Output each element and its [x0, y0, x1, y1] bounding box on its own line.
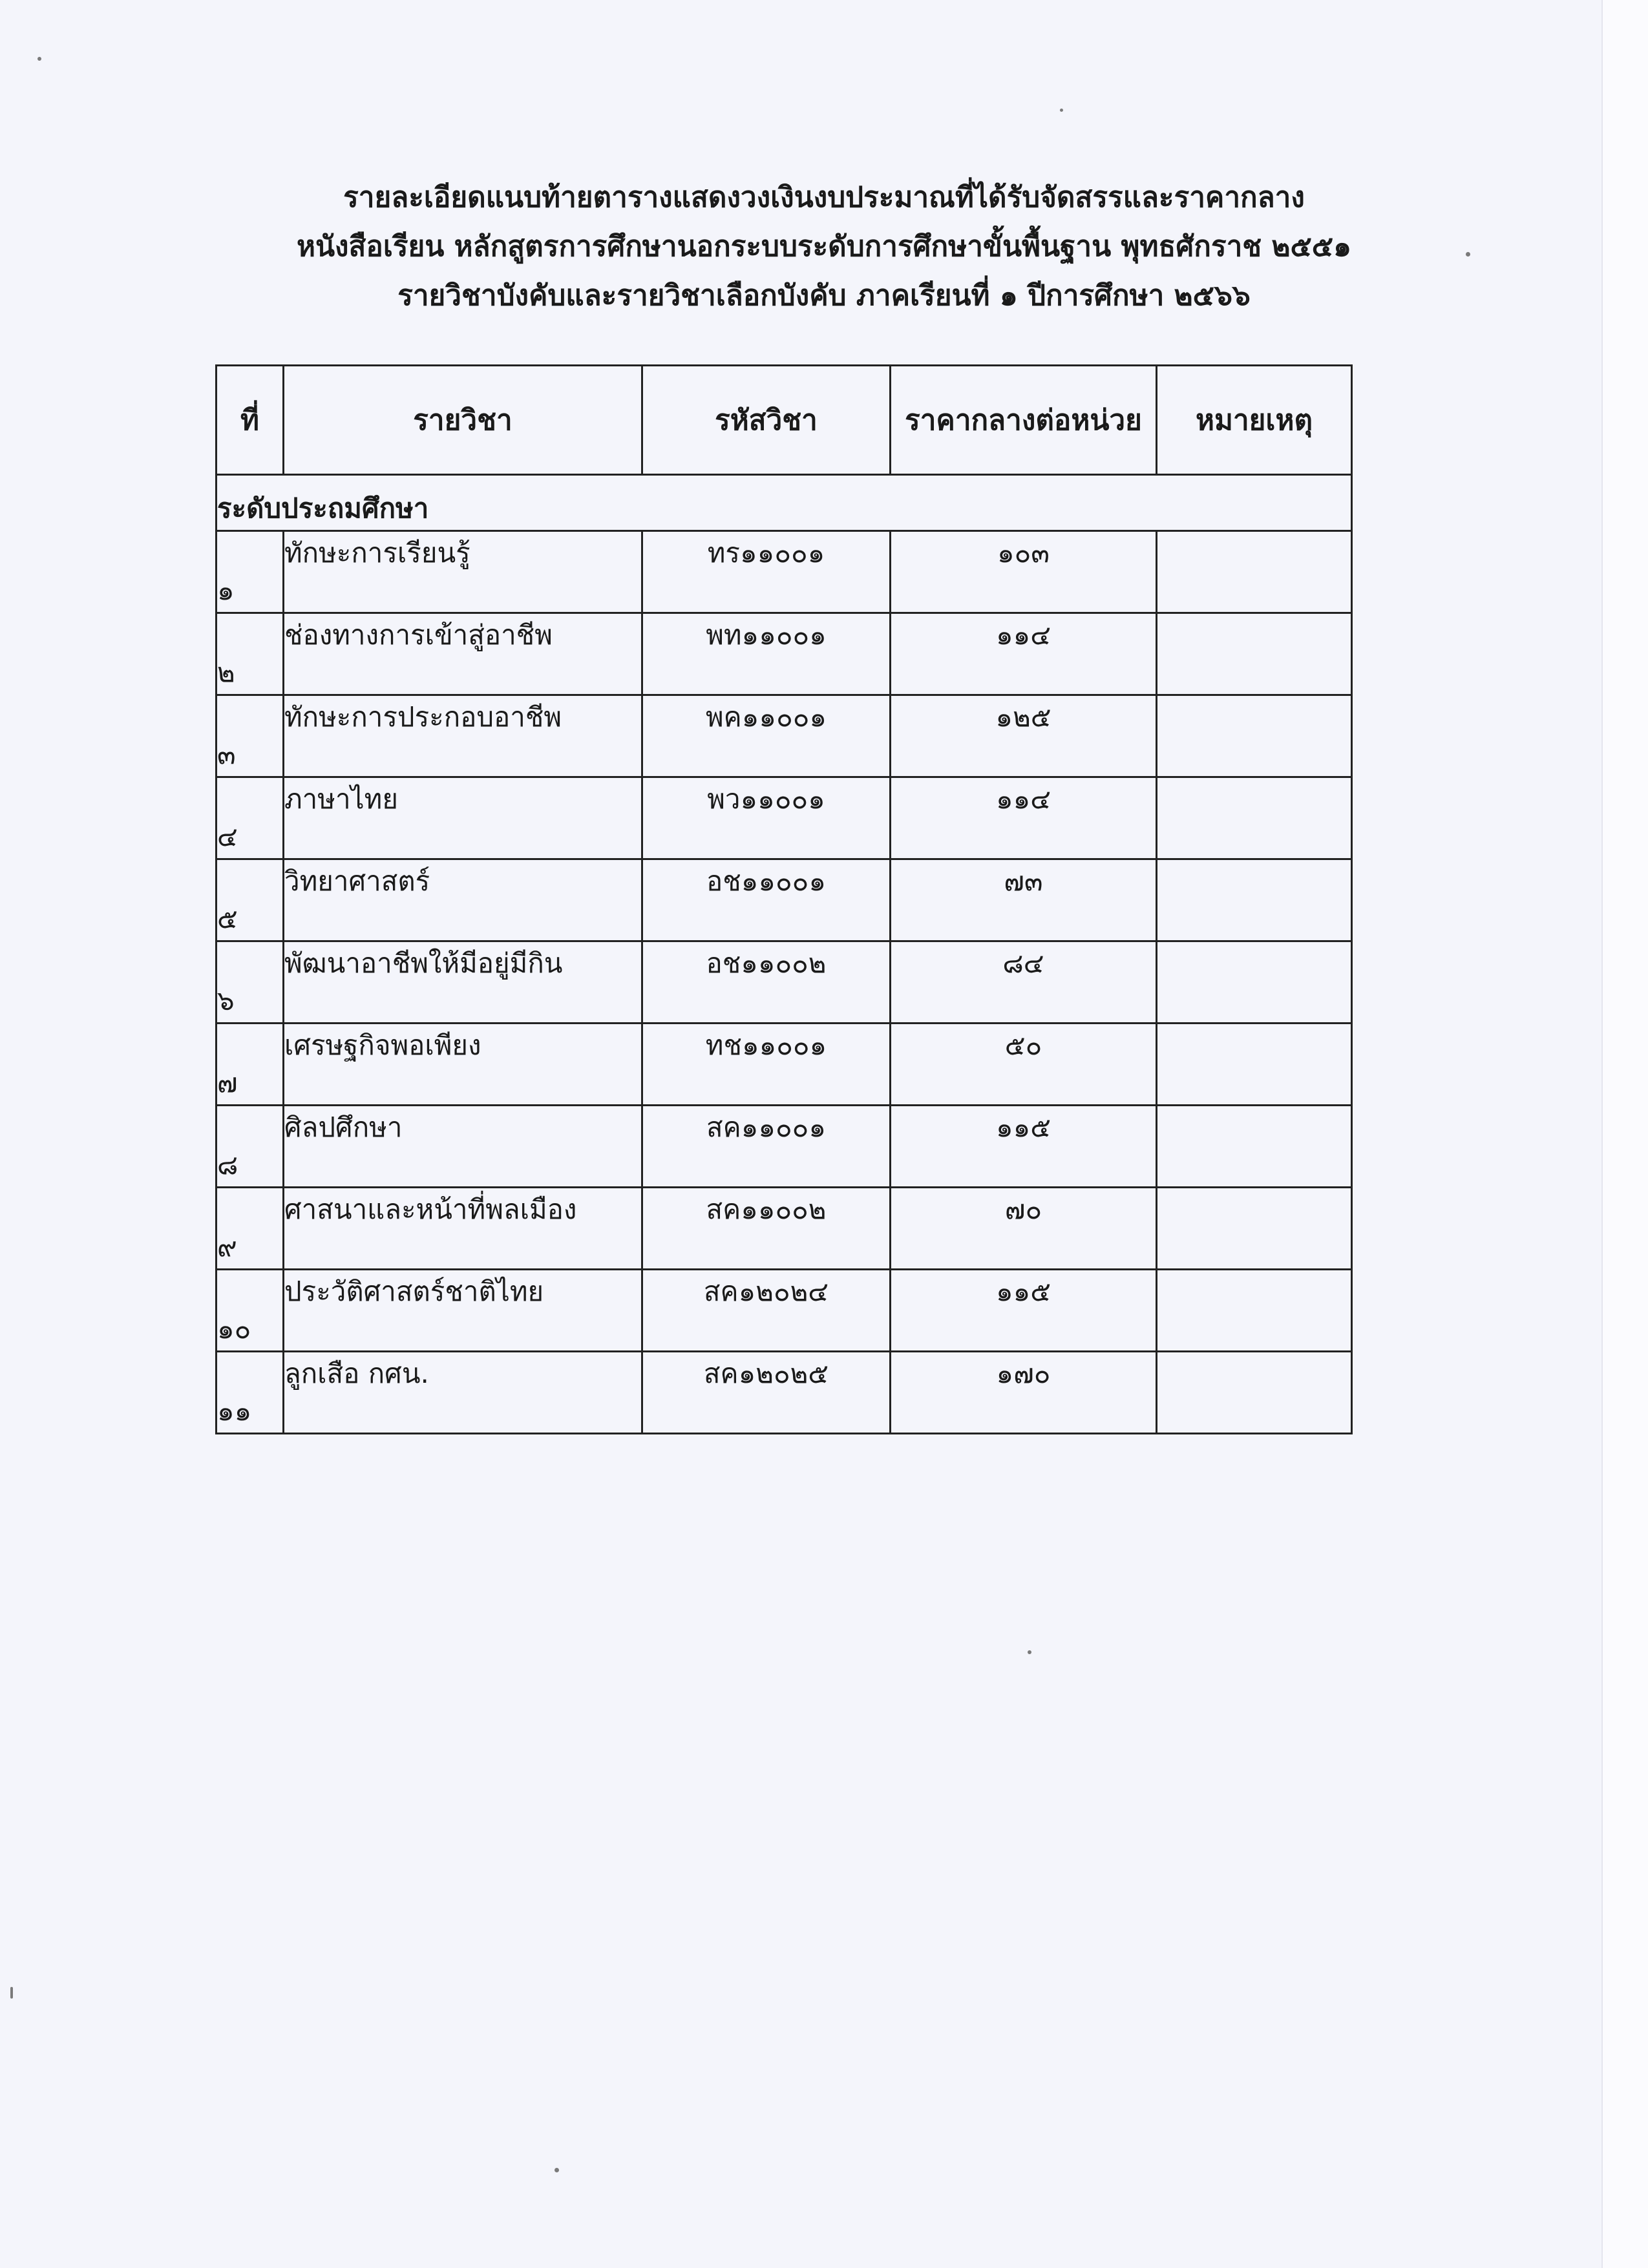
cell-subject: ช่องทางการเข้าสู่อาชีพ [284, 613, 642, 695]
cell-note [1157, 1106, 1352, 1188]
cell-code: ทช๑๑๐๐๑ [642, 1024, 891, 1106]
cell-price: ๑๒๕ [891, 695, 1157, 777]
cell-note [1157, 859, 1352, 941]
table-row [217, 1106, 1352, 1188]
cell-no: ๑ [217, 531, 284, 613]
cell-note [1157, 1352, 1352, 1434]
cell-subject: ศิลปศึกษา [284, 1106, 642, 1188]
cell-price: ๑๗๐ [891, 1352, 1157, 1434]
cell-no: ๔ [217, 777, 284, 859]
cell-price: ๑๑๔ [891, 777, 1157, 859]
cell-note [1157, 613, 1352, 695]
scan-speck [555, 2168, 559, 2172]
cell-note [1157, 1024, 1352, 1106]
cell-subject: ลูกเสือ กศน. [284, 1352, 642, 1434]
section-label: ระดับประถมศึกษา [217, 475, 1352, 531]
cell-code: สค๑๒๐๒๕ [642, 1352, 891, 1434]
title-line-2: หนังสือเรียน หลักสูตรการศึกษานอกระบบระดับการศึกษาขั้นพื้นฐาน พุทธศักราช ๒๕๕๑ [296, 230, 1352, 263]
cell-code: พท๑๑๐๐๑ [642, 613, 891, 695]
table-row [217, 531, 1352, 613]
section-row [217, 475, 1352, 531]
header-code: รหัสวิชา [642, 366, 891, 475]
cell-price: ๕๐ [891, 1024, 1157, 1106]
cell-note [1157, 777, 1352, 859]
table-row [217, 1270, 1352, 1352]
cell-note [1157, 941, 1352, 1024]
table-row [217, 941, 1352, 1024]
scan-speck [1060, 109, 1063, 112]
cell-code: อช๑๑๐๐๑ [642, 859, 891, 941]
table-row [217, 1024, 1352, 1106]
table-row [217, 613, 1352, 695]
header-no: ที่ [217, 366, 284, 475]
cell-code: สค๑๒๐๒๔ [642, 1270, 891, 1352]
cell-note [1157, 1188, 1352, 1270]
cell-no: ๑๑ [217, 1352, 284, 1434]
cell-no: ๙ [217, 1188, 284, 1270]
table-row [217, 1352, 1352, 1434]
scan-speck [10, 1987, 13, 1999]
header-note: หมายเหตุ [1157, 366, 1352, 475]
cell-subject: ประวัติศาสตร์ชาติไทย [284, 1270, 642, 1352]
cell-code: สค๑๑๐๐๒ [642, 1188, 891, 1270]
header-row [217, 366, 1352, 475]
cell-no: ๒ [217, 613, 284, 695]
cell-subject: ศาสนาและหน้าที่พลเมือง [284, 1188, 642, 1270]
scan-speck [1466, 252, 1470, 257]
cell-subject: ทักษะการประกอบอาชีพ [284, 695, 642, 777]
scan-speck [1028, 1650, 1031, 1654]
cell-price: ๑๑๕ [891, 1106, 1157, 1188]
cell-no: ๘ [217, 1106, 284, 1188]
cell-subject: เศรษฐกิจพอเพียง [284, 1024, 642, 1106]
cell-no: ๕ [217, 859, 284, 941]
table-row [217, 1188, 1352, 1270]
cell-price: ๑๐๓ [891, 531, 1157, 613]
cell-subject: ทักษะการเรียนรู้ [284, 531, 642, 613]
header-subject: รายวิชา [284, 366, 642, 475]
scan-speck [37, 57, 41, 61]
cell-note [1157, 695, 1352, 777]
budget-table [215, 364, 1353, 1434]
cell-code: พว๑๑๐๐๑ [642, 777, 891, 859]
cell-price: ๑๑๔ [891, 613, 1157, 695]
table-row [217, 777, 1352, 859]
cell-note [1157, 1270, 1352, 1352]
cell-subject: ภาษาไทย [284, 777, 642, 859]
table-row [217, 859, 1352, 941]
cell-price: ๗๐ [891, 1188, 1157, 1270]
cell-price: ๗๓ [891, 859, 1157, 941]
title-line-3: รายวิชาบังคับและรายวิชาเลือกบังคับ ภาคเรียนที่ ๑ ปีการศึกษา ๒๕๖๖ [397, 279, 1251, 312]
document-title [0, 173, 1648, 320]
cell-no: ๖ [217, 941, 284, 1024]
cell-subject: วิทยาศาสตร์ [284, 859, 642, 941]
cell-code: พค๑๑๐๐๑ [642, 695, 891, 777]
table-row [217, 695, 1352, 777]
cell-code: อช๑๑๐๐๒ [642, 941, 891, 1024]
cell-code: สค๑๑๐๐๑ [642, 1106, 891, 1188]
cell-price: ๘๔ [891, 941, 1157, 1024]
cell-no: ๓ [217, 695, 284, 777]
cell-note [1157, 531, 1352, 613]
cell-no: ๑๐ [217, 1270, 284, 1352]
cell-code: ทร๑๑๐๐๑ [642, 531, 891, 613]
cell-no: ๗ [217, 1024, 284, 1106]
page-edge [1601, 0, 1648, 2268]
header-price: ราคากลางต่อหน่วย [891, 366, 1157, 475]
cell-price: ๑๑๕ [891, 1270, 1157, 1352]
cell-subject: พัฒนาอาชีพให้มีอยู่มีกิน [284, 941, 642, 1024]
title-line-1: รายละเอียดแนบท้ายตารางแสดงวงเงินงบประมาณที่ได้รับจัดสรรและราคากลาง [343, 181, 1305, 214]
